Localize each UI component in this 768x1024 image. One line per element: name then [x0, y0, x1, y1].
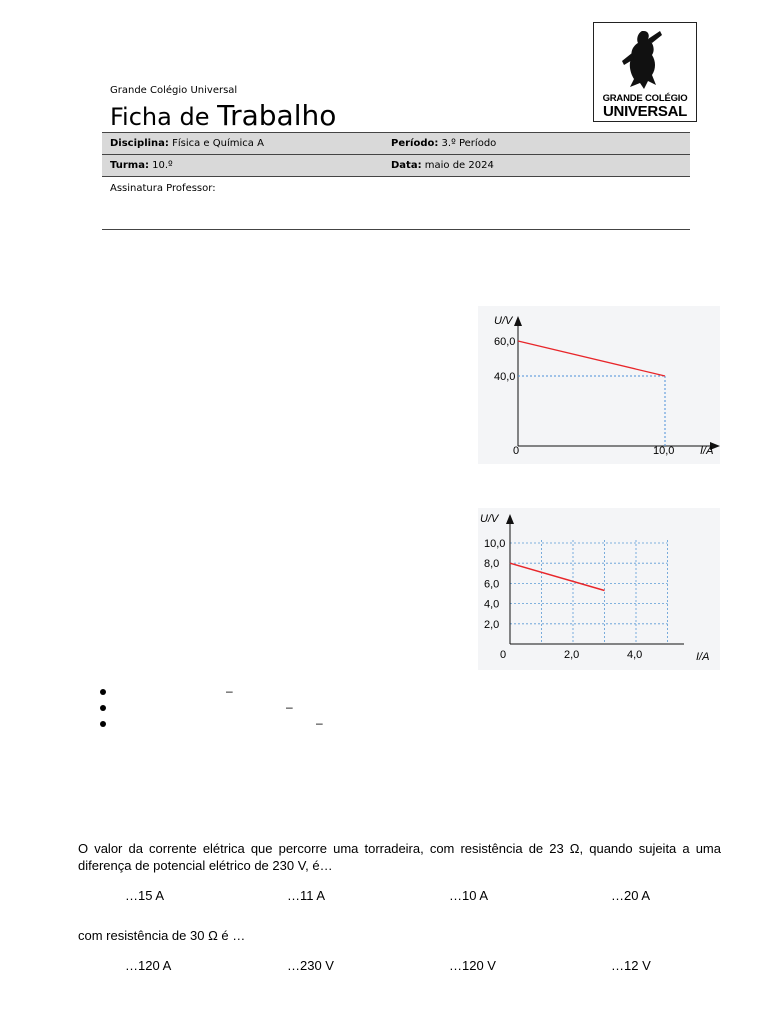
chart-2-y-tick-label: 6,0 [484, 578, 500, 591]
periodo-label: Período: [391, 138, 439, 149]
periodo-value: 3.º Período [438, 138, 497, 149]
header-row-1 [102, 132, 690, 154]
chart-2 [478, 508, 720, 670]
turma-value: 10.º [148, 160, 173, 171]
question-1-option-b[interactable]: …11 A [287, 888, 326, 903]
question-1-option-c[interactable]: …10 A [449, 888, 489, 903]
chart-1-y-tick-label: 40,0 [494, 371, 516, 383]
bullet-item-1 [100, 686, 108, 694]
chart-2-x-tick-label: 4,0 [627, 649, 643, 661]
title-small: Ficha de [110, 103, 210, 131]
question-1-option-a[interactable]: …15 A [125, 888, 165, 903]
data-value: maio de 2024 [421, 160, 494, 171]
disciplina-label: Disciplina: [110, 138, 169, 149]
bullet-item-3 [100, 718, 108, 726]
title-big: Trabalho [217, 99, 337, 132]
chart-2-y-tick-label: 4,0 [484, 598, 500, 611]
bullet-dash-3: – [316, 716, 323, 730]
question-2-option-b[interactable]: …230 V [287, 958, 334, 973]
data-label: Data: [391, 160, 422, 171]
question-2-option-d[interactable]: …12 V [611, 958, 651, 973]
chart-2-y-tick-label: 2,0 [484, 618, 500, 631]
chart-1-background [478, 306, 720, 464]
chart-1-xlabel: I/A [700, 445, 714, 457]
chart-1 [478, 306, 720, 464]
logo-line1: GRANDE COLÉGIO [602, 93, 688, 104]
bullet-dash-1: – [226, 684, 233, 698]
disciplina-value: Física e Química A [168, 138, 264, 149]
logo-line2: UNIVERSAL [603, 103, 687, 120]
page-title [110, 98, 336, 135]
chart-2-y-tick-label: 10,0 [484, 538, 506, 550]
assinatura-label: Assinatura Professor: [110, 183, 216, 194]
bullet-dash-2: – [286, 700, 293, 714]
chart-1-ylabel: U/V [494, 315, 513, 327]
question-2-option-a[interactable]: …120 A [125, 958, 172, 973]
logo-figure-icon [594, 23, 696, 93]
question-2-text: com resistência de 30 Ω é … [78, 928, 246, 943]
chart-1-x-tick-label: 10,0 [653, 445, 675, 457]
school-logo [593, 22, 697, 122]
chart-2-x-tick-label: 2,0 [564, 649, 580, 661]
chart-2-xlabel: I/A [696, 651, 710, 663]
header-row-3 [102, 176, 690, 230]
header-row-2 [102, 154, 690, 176]
question-2-option-c[interactable]: …120 V [449, 958, 496, 973]
bullet-item-2 [100, 702, 108, 710]
turma-cell [110, 160, 173, 171]
disciplina-cell [110, 138, 264, 149]
turma-label: Turma: [110, 160, 149, 171]
chart-2-x-tick-label: 0 [500, 649, 507, 661]
chart-1-x-tick-label: 0 [513, 445, 520, 457]
chart-2-y-tick-label: 8,0 [484, 558, 500, 571]
question-1-text: O valor da corrente elétrica que percorre uma torradeira, com resistência de 23 Ω, quando sujeita a uma diferença de potencial elétrico de 230 V, é… [78, 841, 721, 873]
chart-1-y-tick-label: 60,0 [494, 336, 516, 348]
question-1-option-d[interactable]: …20 A [611, 888, 651, 903]
data-cell [391, 160, 494, 171]
periodo-cell [391, 138, 496, 149]
chart-2-ylabel: U/V [480, 513, 499, 525]
school-name: Grande Colégio Universal [110, 85, 238, 96]
